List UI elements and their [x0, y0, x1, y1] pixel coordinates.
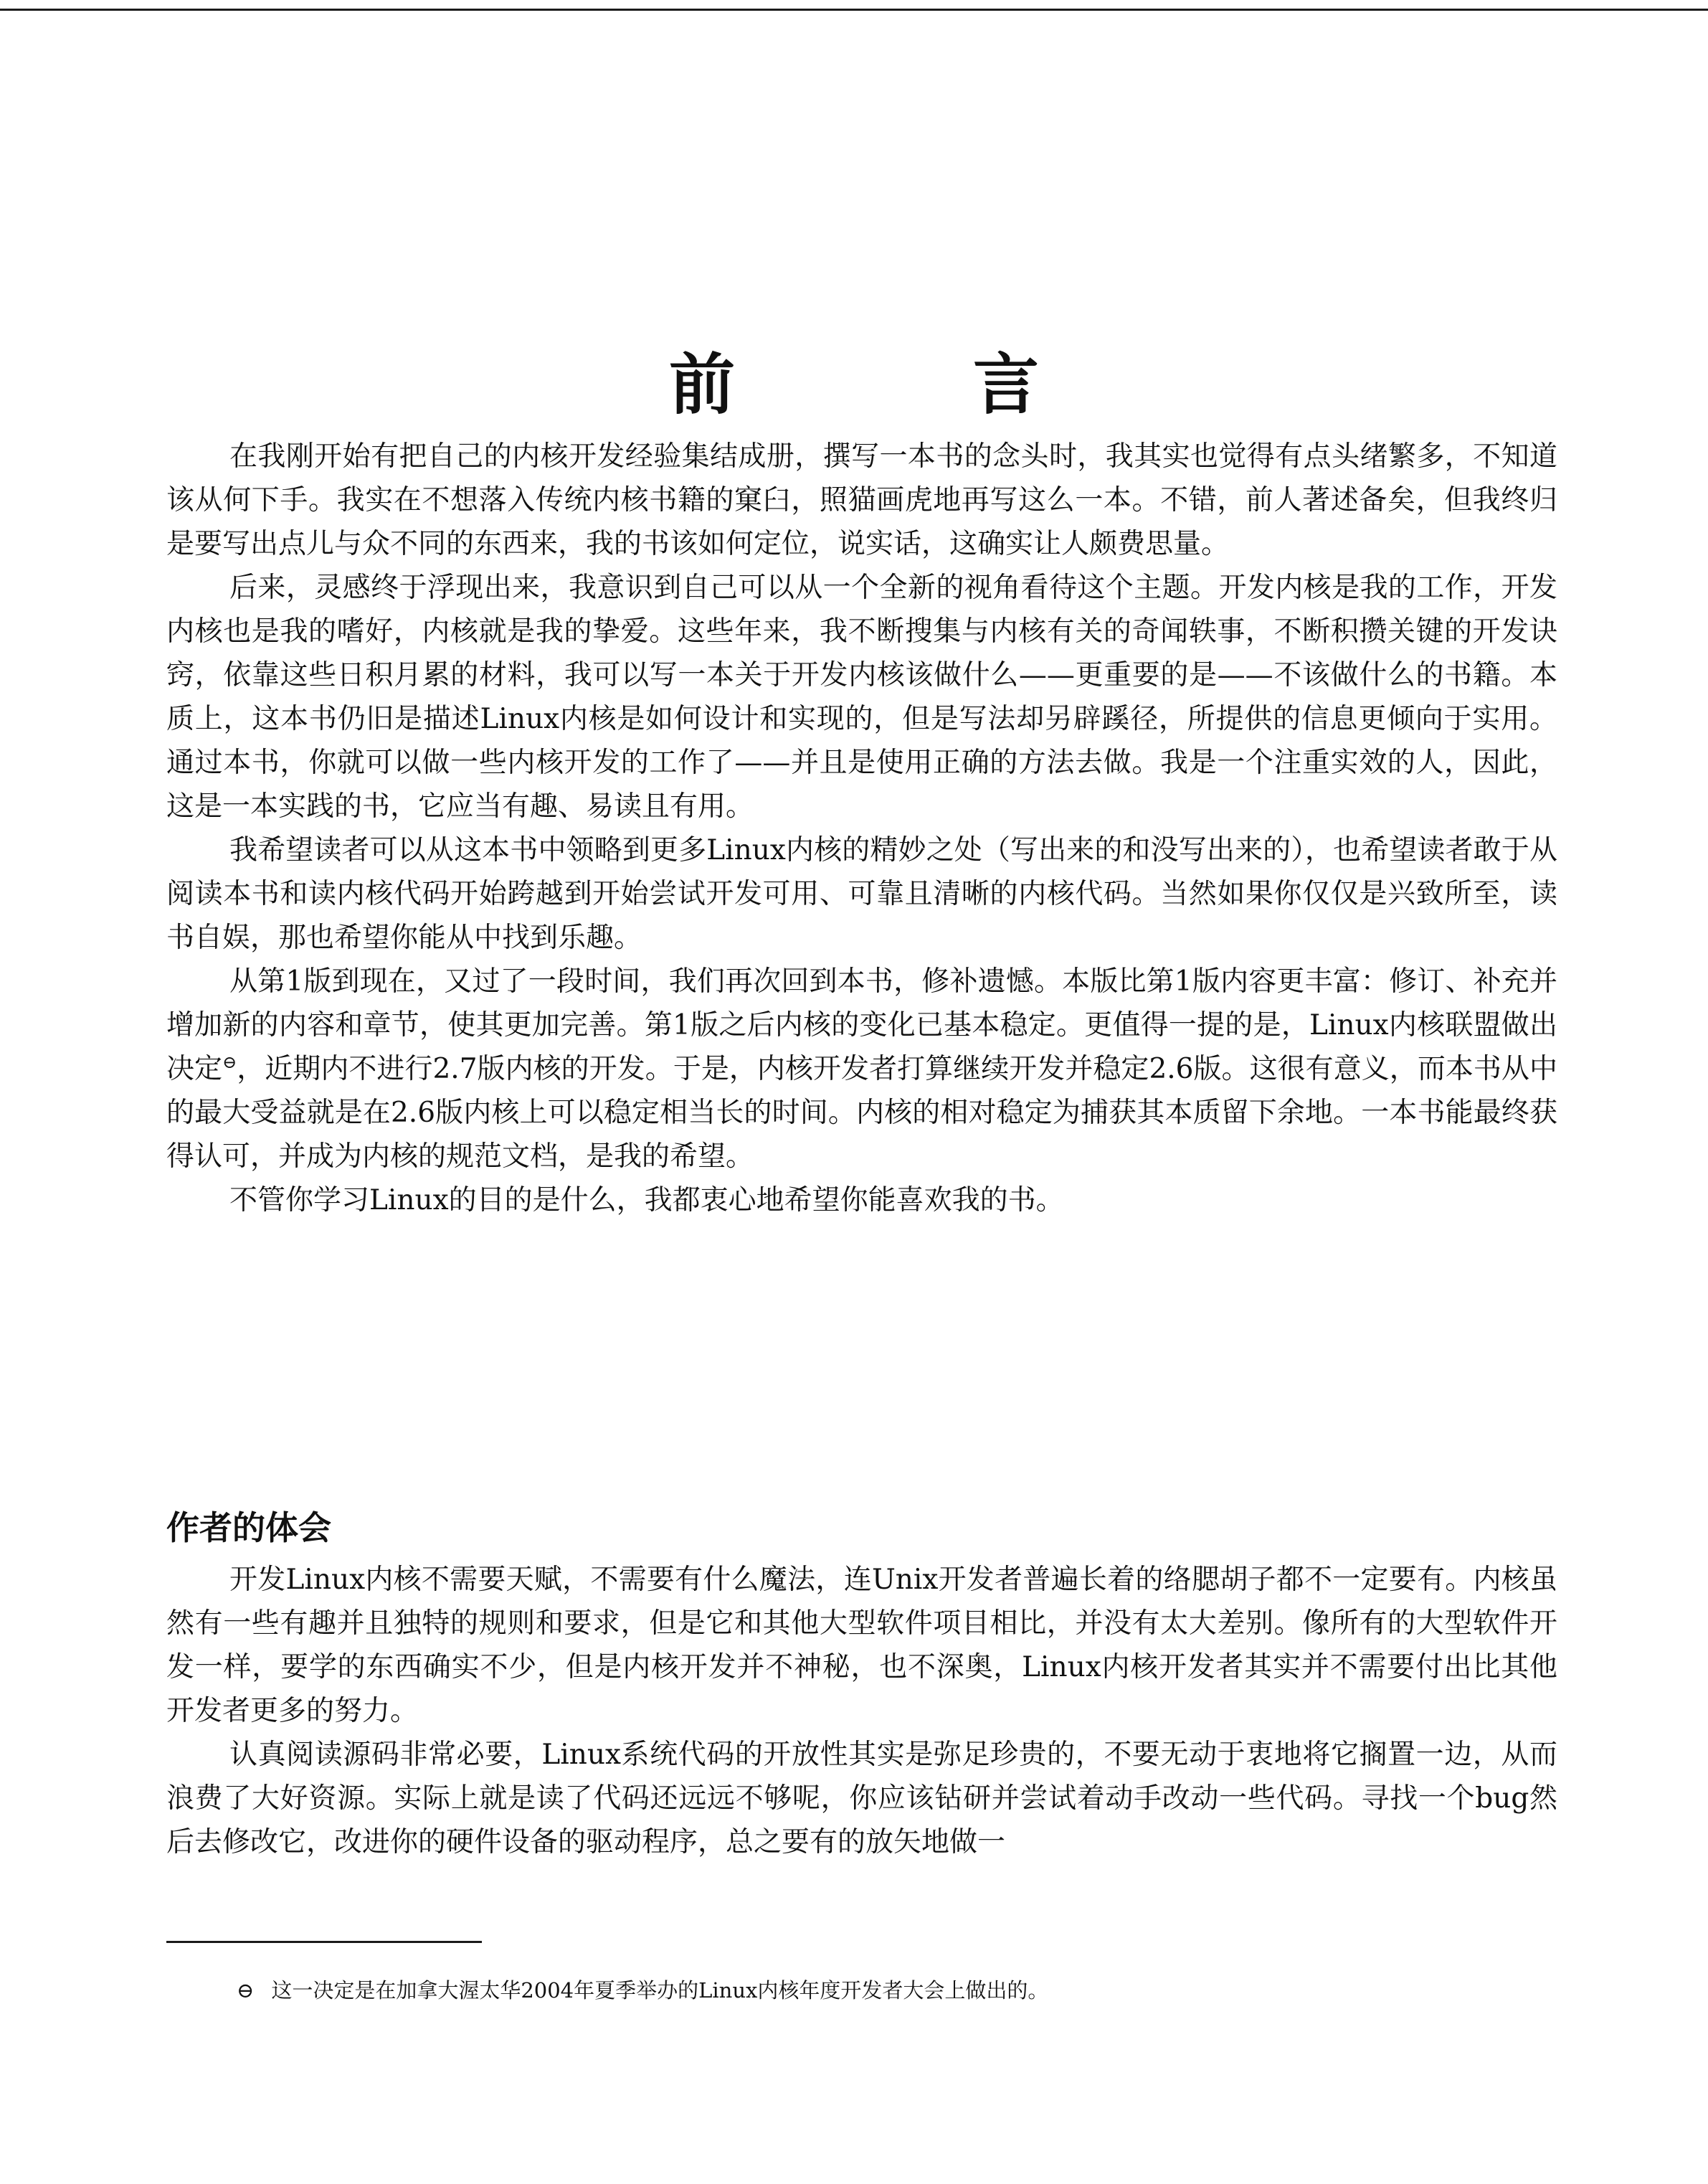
footnote-reference[interactable]: ⊖: [222, 1052, 237, 1072]
paragraph: 开发Linux内核不需要天赋，不需要有什么魔法，连Unix开发者普遍长着的络腮胡子都不一定要有。内核虽然有一些有趣并且独特的规则和要求，但是它和其他大型软件项目相比，并没有太大差别。像所有的大型软件开发一样，要学的东西确实不少，但是内核开发并不神秘，也不深奥，Linux内核开发者其实并不需要付出比其他开发者更多的努力。: [166, 1564, 1557, 1727]
top-rule: [0, 9, 1708, 11]
paragraph-text: 从第1版到现在，又过了一段时间，我们再次回到本书，修补遗憾。本版比第1版内容更丰富：修订、补充并增加新的内容和章节，使其更加完善。第1版之后内核的变化已基本稳定。更值得一提的是，Linux内核联盟做出决定: [166, 965, 1557, 1085]
experience-text: [166, 1558, 1557, 1864]
paragraph: 我希望读者可以从这本书中领略到更多Linux内核的精妙之处（写出来的和没写出来的），也希望读者敢于从阅读本书和读内核代码开始跨越到开始尝试开发可用、可靠且清晰的内核代码。当然如果你仅仅是兴致所至，读书自娱，那也希望你能从中找到乐趣。: [166, 834, 1557, 954]
section-heading: 作者的体会: [166, 1508, 331, 1548]
paragraph-text: ，近期内不进行2.7版内核的开发。于是，内核开发者打算继续开发并稳定2.6版。这很有意义，而本书从中的最大受益就是在2.6版内核上可以稳定相当长的时间。内核的相对稳定为捕获其本质留下余地。一本书能最终获得认可，并成为内核的规范文档，是我的希望。: [166, 1053, 1557, 1173]
footnote-text: 这一决定是在加拿大渥太华2004年夏季举办的Linux内核年度开发者大会上做出的。: [271, 1978, 1049, 2003]
paragraph: 认真阅读源码非常必要，Linux系统代码的开放性其实是弥足珍贵的，不要无动于衷地将它搁置一边，从而浪费了大好资源。实际上就是读了代码还远远不够呢，你应该钻研并尝试着动手改动一些代码。寻找一个bug然后去修改它，改进你的硬件设备的驱动程序，总之要有的放矢地做一: [166, 1739, 1557, 1858]
paragraph: [166, 960, 1557, 1178]
paragraph: 不管你学习Linux的目的是什么，我都衷心地希望你能喜欢我的书。: [229, 1184, 1064, 1216]
paragraph: 在我刚开始有把自己的内核开发经验集结成册，撰写一本书的念头时，我其实也觉得有点头绪繁多，不知道该从何下手。我实在不想落入传统内核书籍的窠臼，照猫画虎地再写这么一本。不错，前人著述备矣，但我终归是要写出点儿与众不同的东西来，我的书该如何定位，说实话，这确实让人颇费思量。: [166, 440, 1557, 560]
footnote: [237, 1977, 1048, 2005]
preface-text: [166, 435, 1557, 1222]
footnote-marker: ⊖: [237, 1978, 255, 2003]
footnote-divider: [166, 1941, 482, 1943]
page-title: 前 言: [668, 346, 1147, 423]
paragraph: 后来，灵感终于浮现出来，我意识到自己可以从一个全新的视角看待这个主题。开发内核是我的工作，开发内核也是我的嗜好，内核就是我的挚爱。这些年来，我不断搜集与内核有关的奇闻轶事，不断积攒关键的开发诀窍，依靠这些日积月累的材料，我可以写一本关于开发内核该做什么——更重要的是——不该做什么的书籍。本质上，这本书仍旧是描述Linux内核是如何设计和实现的，但是写法却另辟蹊径，所提供的信息更倾向于实用。通过本书，你就可以做一些内核开发的工作了——并且是使用正确的方法去做。我是一个注重实效的人，因此，这是一本实践的书，它应当有趣、易读且有用。: [166, 572, 1557, 823]
